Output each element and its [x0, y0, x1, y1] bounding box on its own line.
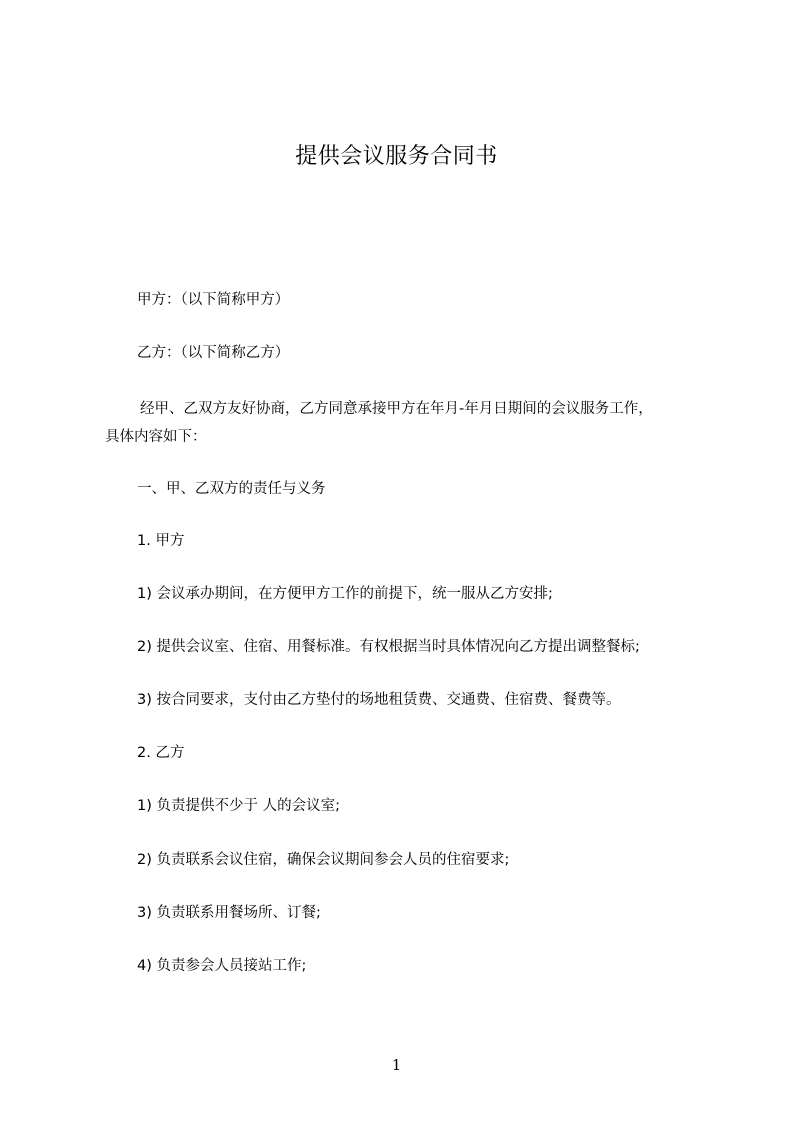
intro-line-2: 具体内容如下：: [105, 429, 207, 445]
party-b-item: 3) 负责联系用餐场所、订餐;: [137, 905, 321, 921]
party-b-item: 1) 负责提供不少于 人的会议室;: [137, 798, 340, 814]
intro-paragraph: [105, 395, 705, 451]
document-title: 提供会议服务合同书: [295, 144, 498, 169]
party-b-line: 乙方：（以下简称乙方）: [137, 345, 290, 361]
party-a-item: 1) 会议承办期间，在方便甲方工作的前提下，统一服从乙方安排;: [137, 586, 553, 602]
party-a-line: 甲方：（以下简称甲方）: [137, 292, 290, 308]
party-a-item: 3) 按合同要求，支付由乙方垫付的场地租赁费、交通费、住宿费、餐费等。: [137, 692, 621, 708]
intro-line-1: 经甲、乙双方友好协商，乙方同意承接甲方在年月-年月日期间的会议服务工作，: [140, 401, 653, 417]
party-a-item: 2) 提供会议室、住宿、用餐标准。有权根据当时具体情况向乙方提出调整餐标;: [137, 639, 640, 655]
party-b-item: 2) 负责联系会议住宿，确保会议期间参会人员的住宿要求;: [137, 852, 510, 868]
party-b-item: 4) 负责参会人员接站工作;: [137, 958, 307, 974]
section-heading: 一、甲、乙双方的责任与义务: [137, 481, 326, 497]
page-number: 1: [391, 1056, 402, 1074]
party-a-heading: 1. 甲方: [137, 533, 185, 549]
party-b-heading: 2. 乙方: [137, 745, 185, 761]
